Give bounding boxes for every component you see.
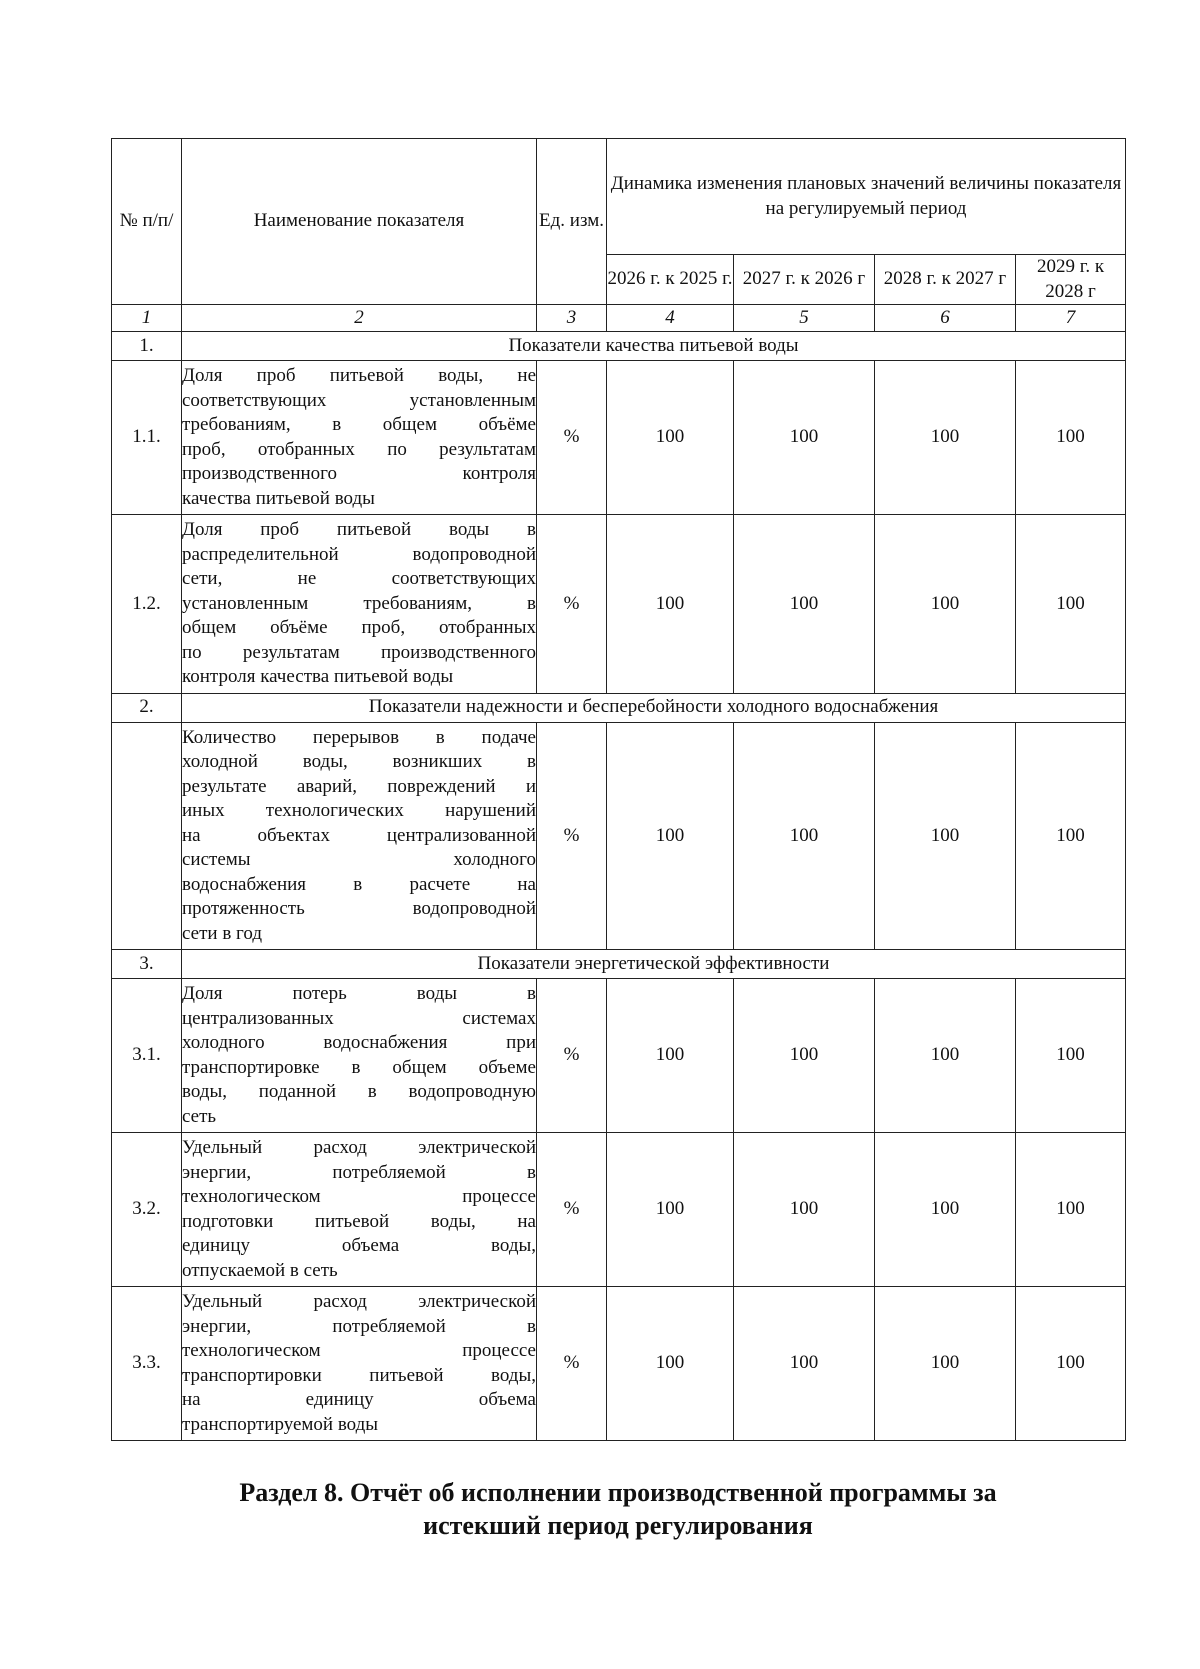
- indicator-name-line: протяженность водопроводной: [182, 898, 536, 919]
- indicator-name-line: сети в год: [182, 922, 262, 944]
- value-cell: 100: [734, 361, 875, 515]
- header-dynamics: Динамика изменения плановых значений величины показателя на регулируемый период: [607, 139, 1126, 255]
- value-cell: 100: [875, 361, 1016, 515]
- table-row: [112, 1133, 1126, 1287]
- indicator-name-line: Доля проб питьевой воды в: [182, 519, 536, 540]
- header-period: 2027 г. к 2026 г: [734, 255, 875, 305]
- indicator-name-line: энергии, потребляемой в: [182, 1161, 536, 1183]
- section-heading-line: Раздел 8. Отчёт об исполнении производственной программы за: [239, 1478, 997, 1507]
- indicator-name-line: холодной воды, возникших в: [182, 751, 536, 772]
- indicator-name: [182, 722, 537, 950]
- value-cell: 100: [875, 722, 1016, 950]
- indicator-name-line: общем объёме проб, отобранных: [182, 617, 536, 638]
- indicator-name-line: единицу объема воды,: [182, 1235, 536, 1256]
- indicator-name-line: Удельный расход электрической: [182, 1137, 536, 1158]
- indicator-name-line: производственного контроля: [182, 463, 536, 484]
- value-cell: 100: [1016, 1287, 1126, 1441]
- indicator-name-line: качества питьевой воды: [182, 487, 375, 509]
- value-cell: 100: [607, 1287, 734, 1441]
- unit-cell: %: [537, 515, 607, 694]
- indicator-name-line: распределительной водопроводной: [182, 543, 536, 565]
- indicator-name-line: на единицу объема: [182, 1389, 536, 1410]
- section-row: [112, 693, 1126, 722]
- section-title: Показатели энергетической эффективности: [182, 950, 1126, 979]
- unit-cell: %: [537, 361, 607, 515]
- indicator-name-line: холодного водоснабжения при: [182, 1032, 536, 1053]
- indicator-name-line: контроля качества питьевой воды: [182, 666, 454, 687]
- value-cell: 100: [875, 1287, 1016, 1441]
- indicator-name: [182, 515, 537, 694]
- row-number: 3.3.: [112, 1287, 182, 1441]
- header-name: Наименование показателя: [182, 139, 537, 305]
- header-num: № п/п/: [112, 139, 182, 305]
- indicator-name-line: Удельный расход электрической: [182, 1291, 536, 1312]
- section-row: [112, 332, 1126, 361]
- indicator-name-line: воды, поданной в водопроводную: [182, 1081, 536, 1102]
- indicator-name: [182, 361, 537, 515]
- value-cell: 100: [1016, 722, 1126, 950]
- value-cell: 100: [734, 722, 875, 950]
- header-period: 2028 г. к 2027 г: [875, 255, 1016, 305]
- indicator-name-line: иных технологических нарушений: [182, 800, 536, 821]
- value-cell: 100: [607, 722, 734, 950]
- table-row: [112, 515, 1126, 694]
- indicator-name-line: Доля проб питьевой воды, не: [182, 365, 536, 386]
- value-cell: 100: [875, 1133, 1016, 1287]
- row-number: 1.1.: [112, 361, 182, 515]
- section-heading-line: истекший период регулирования: [423, 1511, 813, 1540]
- col-number: 1: [112, 305, 182, 332]
- row-number: 3.1.: [112, 979, 182, 1133]
- section-number: 1.: [112, 332, 182, 361]
- row-number: [112, 722, 182, 950]
- row-number: 1.2.: [112, 515, 182, 694]
- table-row: [112, 361, 1126, 515]
- indicators-table: [111, 138, 1126, 1441]
- col-number: 6: [875, 305, 1016, 332]
- header-period: 2029 г. к 2028 г: [1016, 255, 1126, 305]
- indicator-name-line: сети, не соответствующих: [182, 568, 536, 589]
- indicator-name-line: требованиям, в общем объёме: [182, 414, 536, 435]
- unit-cell: %: [537, 1287, 607, 1441]
- indicator-name-line: сеть: [182, 1105, 217, 1127]
- value-cell: 100: [734, 1287, 875, 1441]
- value-cell: 100: [734, 979, 875, 1133]
- indicator-name: [182, 1133, 537, 1287]
- value-cell: 100: [1016, 1133, 1126, 1287]
- value-cell: 100: [607, 1133, 734, 1287]
- value-cell: 100: [875, 515, 1016, 694]
- indicator-name-line: технологическом процессе: [182, 1340, 536, 1361]
- value-cell: 100: [1016, 979, 1126, 1133]
- indicator-name-line: транспортировке в общем объеме: [182, 1056, 536, 1078]
- section-number: 2.: [112, 693, 182, 722]
- value-cell: 100: [875, 979, 1016, 1133]
- value-cell: 100: [607, 361, 734, 515]
- indicator-name-line: Доля потерь воды в: [182, 983, 536, 1004]
- indicator-name-line: централизованных системах: [182, 1007, 536, 1029]
- table-row: [112, 1287, 1126, 1441]
- indicator-name-line: установленным требованиям, в: [182, 592, 536, 614]
- section-heading: [111, 1476, 1125, 1542]
- value-cell: 100: [1016, 361, 1126, 515]
- value-cell: 100: [607, 979, 734, 1133]
- indicator-name-line: проб, отобранных по результатам: [182, 438, 536, 460]
- header-period: 2026 г. к 2025 г.: [607, 255, 734, 305]
- indicator-name-line: транспортируемой воды: [182, 1413, 379, 1435]
- unit-cell: %: [537, 979, 607, 1133]
- indicator-name-line: водоснабжения в расчете на: [182, 873, 536, 895]
- indicator-name-line: по результатам производственного: [182, 641, 536, 663]
- indicator-name-line: соответствующих установленным: [182, 389, 536, 411]
- section-title: Показатели качества питьевой воды: [182, 332, 1126, 361]
- indicator-name-line: технологическом процессе: [182, 1186, 536, 1207]
- section-number: 3.: [112, 950, 182, 979]
- unit-cell: %: [537, 722, 607, 950]
- indicator-name-line: Количество перерывов в подаче: [182, 726, 536, 748]
- indicator-name: [182, 979, 537, 1133]
- col-number: 5: [734, 305, 875, 332]
- indicator-name-line: системы холодного: [182, 849, 536, 870]
- col-number: 4: [607, 305, 734, 332]
- table-row: [112, 979, 1126, 1133]
- header-unit: Ед. изм.: [537, 139, 607, 305]
- indicator-name: [182, 1287, 537, 1441]
- unit-cell: %: [537, 1133, 607, 1287]
- value-cell: 100: [734, 1133, 875, 1287]
- indicator-name-line: подготовки питьевой воды, на: [182, 1210, 536, 1232]
- value-cell: 100: [734, 515, 875, 694]
- value-cell: 100: [607, 515, 734, 694]
- col-number: 3: [537, 305, 607, 332]
- value-cell: 100: [1016, 515, 1126, 694]
- section-row: [112, 950, 1126, 979]
- indicator-name-line: на объектах централизованной: [182, 824, 536, 846]
- col-number: 7: [1016, 305, 1126, 332]
- row-number: 3.2.: [112, 1133, 182, 1287]
- indicator-name-line: отпускаемой в сеть: [182, 1259, 338, 1281]
- table-row: [112, 722, 1126, 950]
- indicator-name-line: энергии, потребляемой в: [182, 1315, 536, 1337]
- indicator-name-line: транспортировки питьевой воды,: [182, 1364, 536, 1386]
- indicator-name-line: результате аварий, повреждений и: [182, 775, 536, 797]
- col-number: 2: [182, 305, 537, 332]
- section-title: Показатели надежности и бесперебойности холодного водоснабжения: [182, 693, 1126, 722]
